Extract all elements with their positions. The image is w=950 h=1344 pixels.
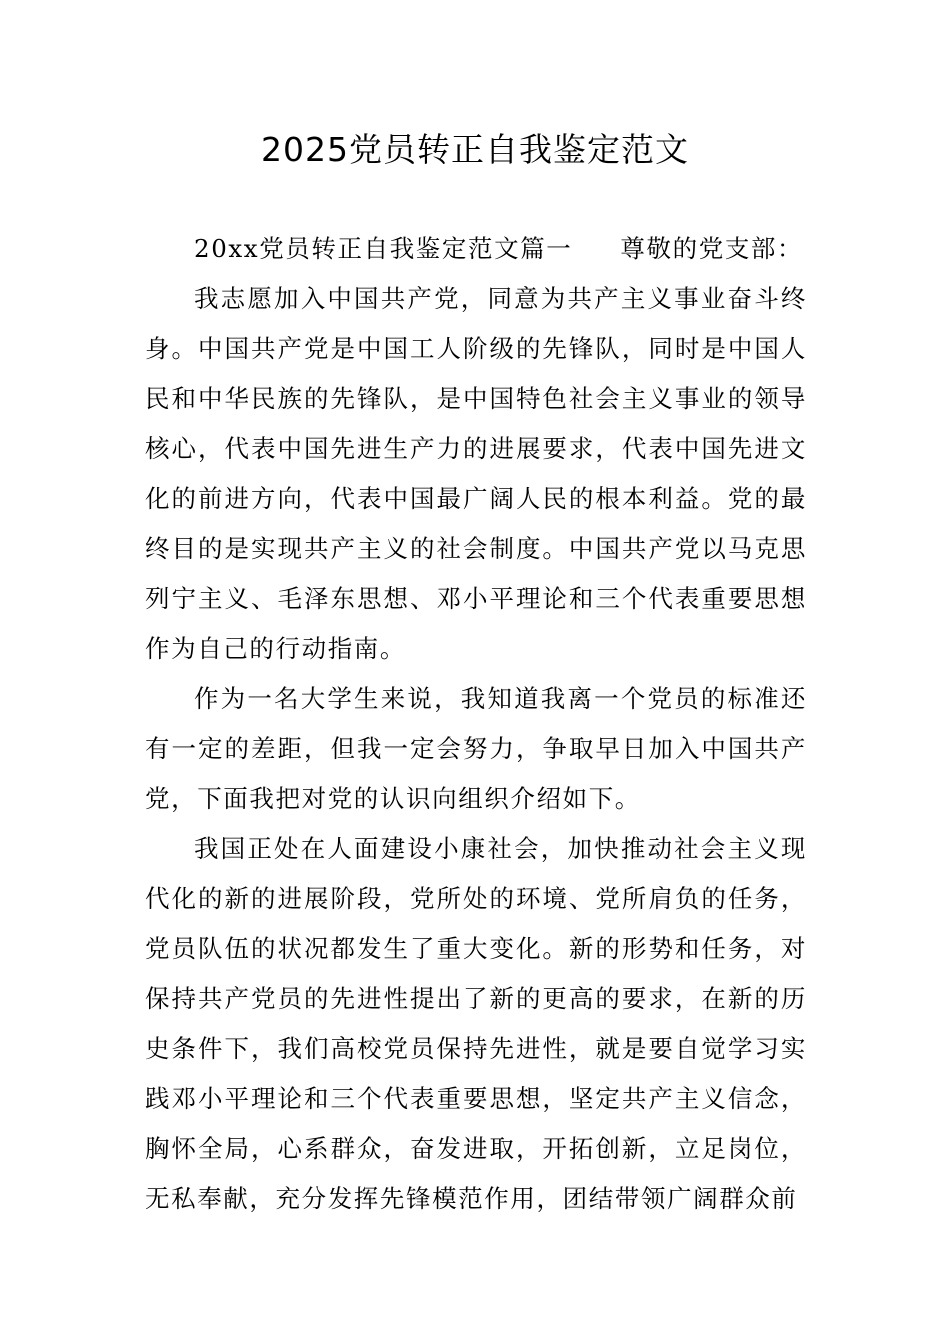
paragraph-3: 我国正处在人面建设小康社会，加快推动社会主义现代化的新的进展阶段，党所处的环境、党所肩负的任务，党员队伍的状况都发生了重大变化。新的形势和任务，对保持共产党员的先进性提出了新的更高的要求，在新的历史条件下，我们高校党员保持先进性，就是要自觉学习实践邓小平理论和三个代表重要思想，坚定共产主义信念，胸怀全局，心系群众，奋发进取，开拓创新，立足岗位，无私奉献，充分发挥先锋模范作用，团结带领广阔群众前 <box>145 834 807 1213</box>
document-body <box>145 224 807 1224</box>
paragraph-2: 作为一名大学生来说，我知道我离一个党员的标准还有一定的差距，但我一定会努力，争取早日加入中国共产党，下面我把对党的认识向组织介绍如下。 <box>145 684 807 813</box>
document-title: 2025党员转正自我鉴定范文 <box>261 130 689 169</box>
salutation: 尊敬的党支部： <box>620 234 804 263</box>
section-heading-label: 20xx党员转正自我鉴定范文篇一 <box>194 234 573 263</box>
paragraph-1: 我志愿加入中国共产党，同意为共产主义事业奋斗终身。中国共产党是中国工人阶级的先锋队，同时是中国人民和中华民族的先锋队，是中国特色社会主义事业的领导核心，代表中国先进生产力的进展要求，代表中国先进文化的前进方向，代表中国最广阔人民的根本利益。党的最终目的是实现共产主义的社会制度。中国共产党以马克思列宁主义、毛泽东思想、邓小平理论和三个代表重要思想作为自己的行动指南。 <box>145 284 807 663</box>
section-heading <box>145 224 807 274</box>
